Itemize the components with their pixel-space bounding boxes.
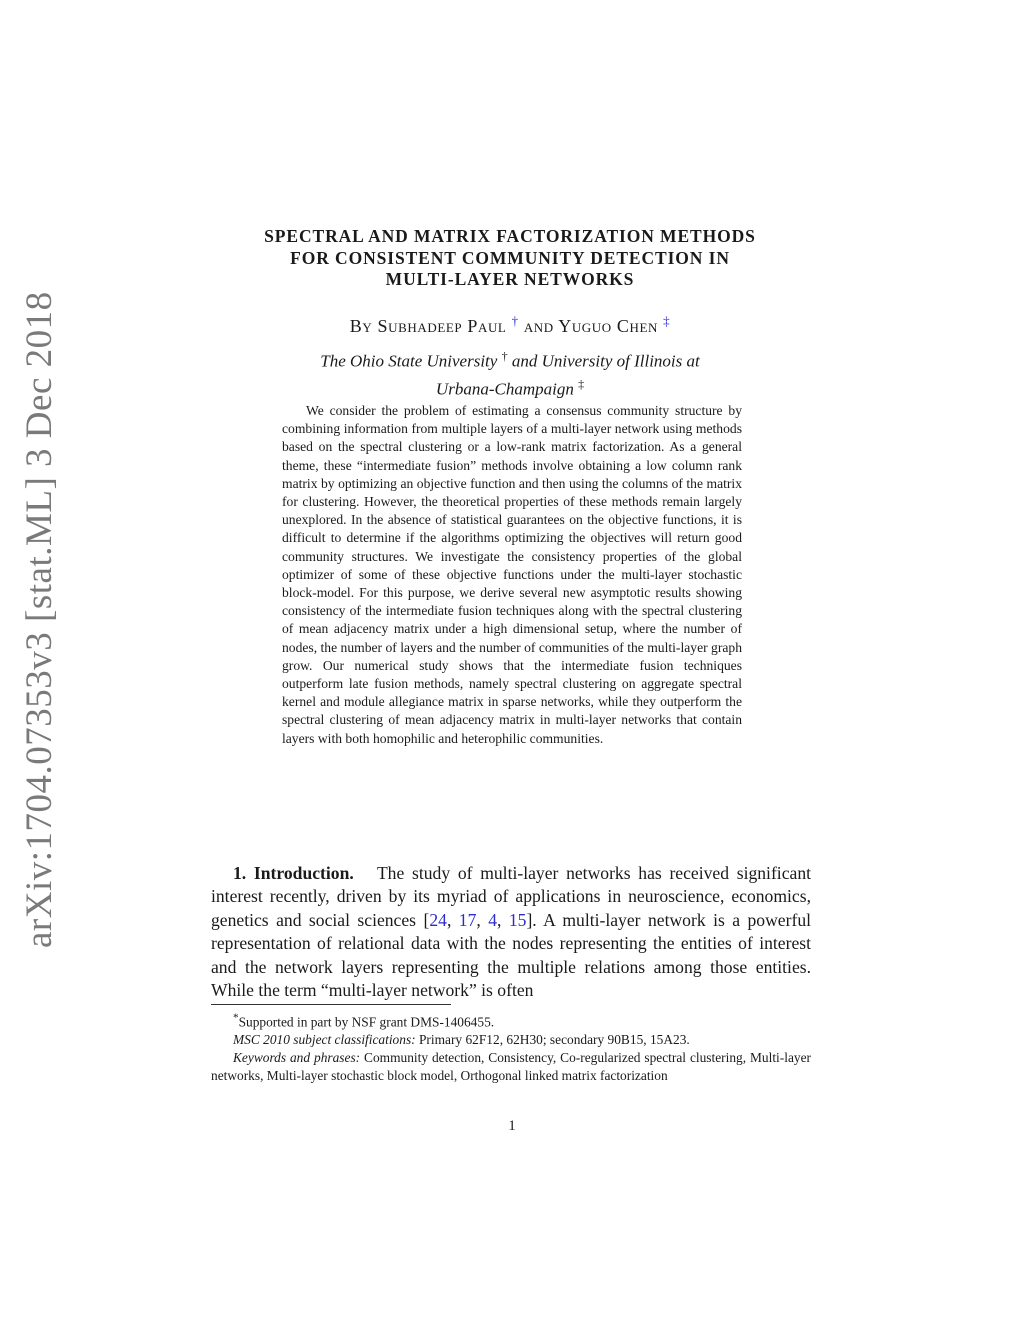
by-label: By: [349, 316, 373, 336]
affiliations: [270, 345, 750, 400]
section-heading: 1. Introduction.: [233, 863, 354, 883]
title-line: FOR CONSISTENT COMMUNITY DETECTION IN: [290, 247, 730, 268]
page-number: 1: [508, 1118, 516, 1134]
author-name: Subhadeep Paul: [377, 316, 507, 336]
footnote-mark: *: [233, 1012, 239, 1024]
footnote-label: MSC 2010 subject classifications:: [233, 1032, 416, 1048]
footnote-divider: [211, 1004, 451, 1005]
affiliation-name: and University of Illinois at: [511, 351, 700, 371]
abstract: We consider the problem of estimating a consensus community structure by combining information from multiple layers of a multi-layer network using methods based on the spectral clustering or a low-rank matrix factorization. As a general theme, these “intermediate fusion” methods involve obtaining a low column rank matrix by optimizing an objective function and then using the columns of the matrix for clustering. However, the theoretical properties of these methods remain largely unexplored. In the absence of statistical guarantees on the objective functions, it is difficult to determine if the algorithms optimizing the objectives will return good community structures. We investigate the consistency properties of the global optimizer of some of these objective functions under the multi-layer stochastic block-model. For this purpose, we derive several new asymptotic results showing consistency of the intermediate fusion techniques along with the spectral clustering of mean adjacency matrix under a high dimensional setup, where the number of nodes, the number of layers and the number of communities of the multi-layer graph grow. Our numerical study shows that the intermediate fusion techniques outperform late fusion methods, namely spectral clustering on aggregate spectral kernel and module allegiance matrix in sparse networks, while they outperform the spectral clustering of mean adjacency matrix in multi-layer networks that contain layers with both homophilic and heterophilic communities.: [282, 403, 742, 746]
affiliation-mark-link[interactable]: ‡: [663, 313, 671, 328]
introduction-paragraph: [211, 862, 811, 1002]
footnotes: [211, 1010, 811, 1085]
footnote-label: Keywords and phrases:: [233, 1050, 361, 1066]
author-line: [200, 313, 820, 337]
footnote-keywords: [211, 1049, 811, 1085]
body-text: ]. A multi-layer network is a powerful representation of relational data with the nodes representing the entities of interest and the network layers representing the multiple relations among those entities. While the term “multi-layer network” is often: [211, 909, 812, 1001]
citation-link[interactable]: 4: [488, 909, 498, 930]
footnote-support: [211, 1010, 811, 1031]
title-line: SPECTRAL AND MATRIX FACTORIZATION METHODS: [264, 226, 756, 246]
footnote-msc: [211, 1031, 811, 1049]
footnote-text: Supported in part by NSF grant DMS-1406455.: [238, 1014, 495, 1030]
body-text: The study of multi-layer networks has received significant interest recently, driven by its myriad of applications in neuroscience, economics, genetics and social sciences [: [211, 863, 811, 930]
citation-separator: ,: [446, 909, 459, 930]
citation-separator: ,: [476, 909, 489, 930]
affiliation-mark: ‡: [578, 376, 585, 391]
citation-link[interactable]: 17: [458, 909, 477, 930]
paper-title: [200, 226, 820, 291]
title-line: MULTI-LAYER NETWORKS: [385, 269, 635, 289]
affiliation-name: The Ohio State University: [320, 351, 498, 371]
citation-separator: ,: [497, 909, 509, 930]
affiliation-mark-link[interactable]: †: [511, 313, 519, 328]
footnote-text: Primary 62F12, 62H30; secondary 90B15, 15A23.: [418, 1032, 690, 1048]
affiliation-name: Urbana-Champaign: [435, 379, 574, 399]
author-name: Yuguo Chen: [558, 316, 658, 336]
affiliation-mark: †: [501, 349, 508, 363]
arxiv-identifier-stamp: arXiv:1704.07353v3 [stat.ML] 3 Dec 2018: [19, 291, 60, 948]
and-label: and: [523, 316, 554, 336]
citation-link[interactable]: 15: [508, 909, 527, 930]
citation-link[interactable]: 24: [429, 909, 447, 930]
footnote-text: Community detection, Consistency, Co-regularized spectral clustering, Multi-layer networks, Multi-layer stochastic block model, Orthogonal linked matrix factorization: [211, 1050, 811, 1083]
